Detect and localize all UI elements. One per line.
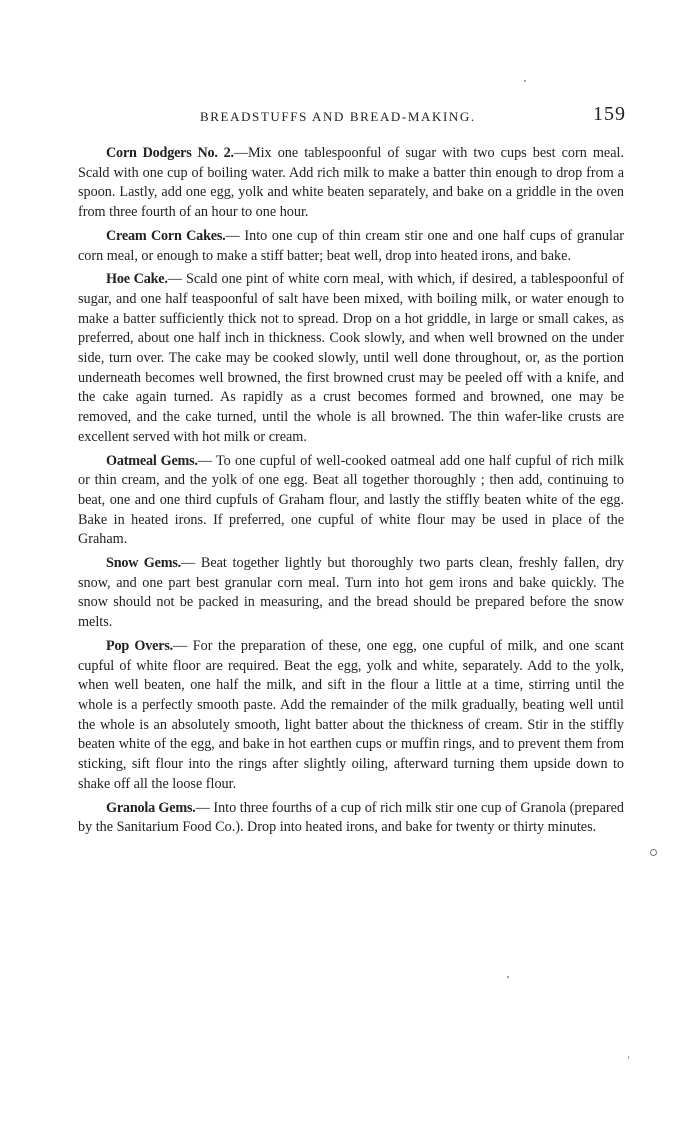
recipe-title: Pop Overs. (106, 637, 174, 654)
recipe-title: Snow Gems. (106, 555, 182, 572)
recipe-body: — Into one cup of thin cream stir one and one half cups of granular corn meal, or enough to make a stiff batter; beat well, drop into heated irons, and bake. (78, 227, 624, 264)
recipe-corn-dodgers (78, 144, 624, 223)
running-head: BREADSTUFFS AND BREAD-MAKING. (200, 109, 476, 124)
recipe-title: Granola Gems. (106, 799, 196, 816)
recipe-snow-gems (78, 554, 624, 633)
recipe-body: — To one cupful of well-cooked oatmeal add one half cupful of rich milk or thin cream, and the yolk of one egg. Beat all together thoroughly ; then add, continuing to beat, one and one third cupfuls of Graham flour, and lastly the stiffly beaten white of the egg. Bake in heated irons. If preferred, one cupful of white flour may be used in place of the Graham. (78, 452, 625, 548)
recipe-title: Oatmeal Gems. (106, 452, 198, 469)
scan-speck (524, 80, 526, 82)
recipe-cream-corn-cakes (78, 227, 624, 266)
recipe-pop-overs (78, 637, 624, 795)
page-header (78, 103, 626, 133)
recipe-title: Cream Corn Cakes. (106, 227, 226, 244)
scan-speck (650, 849, 657, 856)
recipe-text-column (78, 144, 624, 842)
recipe-oatmeal-gems (78, 452, 624, 551)
recipe-body: — Scald one pint of white corn meal, with which, if desired, a tablespoonful of sugar, and one half teaspoonful of salt have been mixed, with boiling milk, or water enough to make a batter sufficiently thick not to spread. Drop on a hot griddle, in large or small cakes, as preferred, about one half inch in thickness. Cook slowly, and when well browned on the under side, turn over. The cake may be cooked slowly, until well done throughout, or, as the portion underneath becomes well browned, the first browned crust may be peeled off with a knife, and the cake again turned. As rapidly as a crust becomes formed and browned, one may be removed, and the cake turned, until the whole is all browned. The thin wafer-like crusts are excellent served with hot milk or cream. (78, 271, 624, 445)
recipe-body: — Into three fourths of a cup of rich milk stir one cup of Granola (prepared by the Sanitarium Food Co.). Drop into heated irons, and bake for twenty or thirty minutes. (78, 799, 624, 836)
scan-speck (507, 976, 509, 978)
recipe-title: Hoe Cake. (106, 271, 168, 288)
recipe-title: Corn Dodgers No. 2. (106, 145, 234, 161)
recipe-body: — For the preparation of these, one egg, one cupful of milk, and one scant cupful of white floor are required. Beat the egg, yolk and white, separately. Add to the yolk, when well beaten, one half the milk, and sift in the flour a little at a time, stirring until the whole is a perfectly smooth paste. Add the remainder of the milk gradually, beating well until the whole is an absolutely smooth, light batter about the thickness of cream. Stir in the stiffly beaten white of the egg, and bake in hot earthen cups or muffin rings, and to prevent them from sticking, sift flour into the rings after slightly oiling, afterward turning them upside down to shake off all the loose flour. (78, 637, 624, 792)
recipe-body: —Mix one tablespoonful of sugar with two cups best corn meal. Scald with one cup of boiling water. Add rich milk to make a batter thin enough to drop from a spoon. Lastly, add one egg, yolk and white beaten separately, and bake on a griddle in the oven from three fourth of an hour to one hour. (78, 145, 624, 221)
recipe-granola-gems (78, 799, 624, 838)
page-number: 159 (593, 103, 626, 125)
recipe-body: — Beat together lightly but thoroughly two parts clean, freshly fallen, dry snow, and one part best granular corn meal. Turn into hot gem irons and bake quickly. The snow should not be packed in measuring, and the bread should be prepared before the snow melts. (78, 555, 624, 631)
recipe-hoe-cake (78, 270, 624, 447)
scan-speck (628, 1056, 629, 1059)
